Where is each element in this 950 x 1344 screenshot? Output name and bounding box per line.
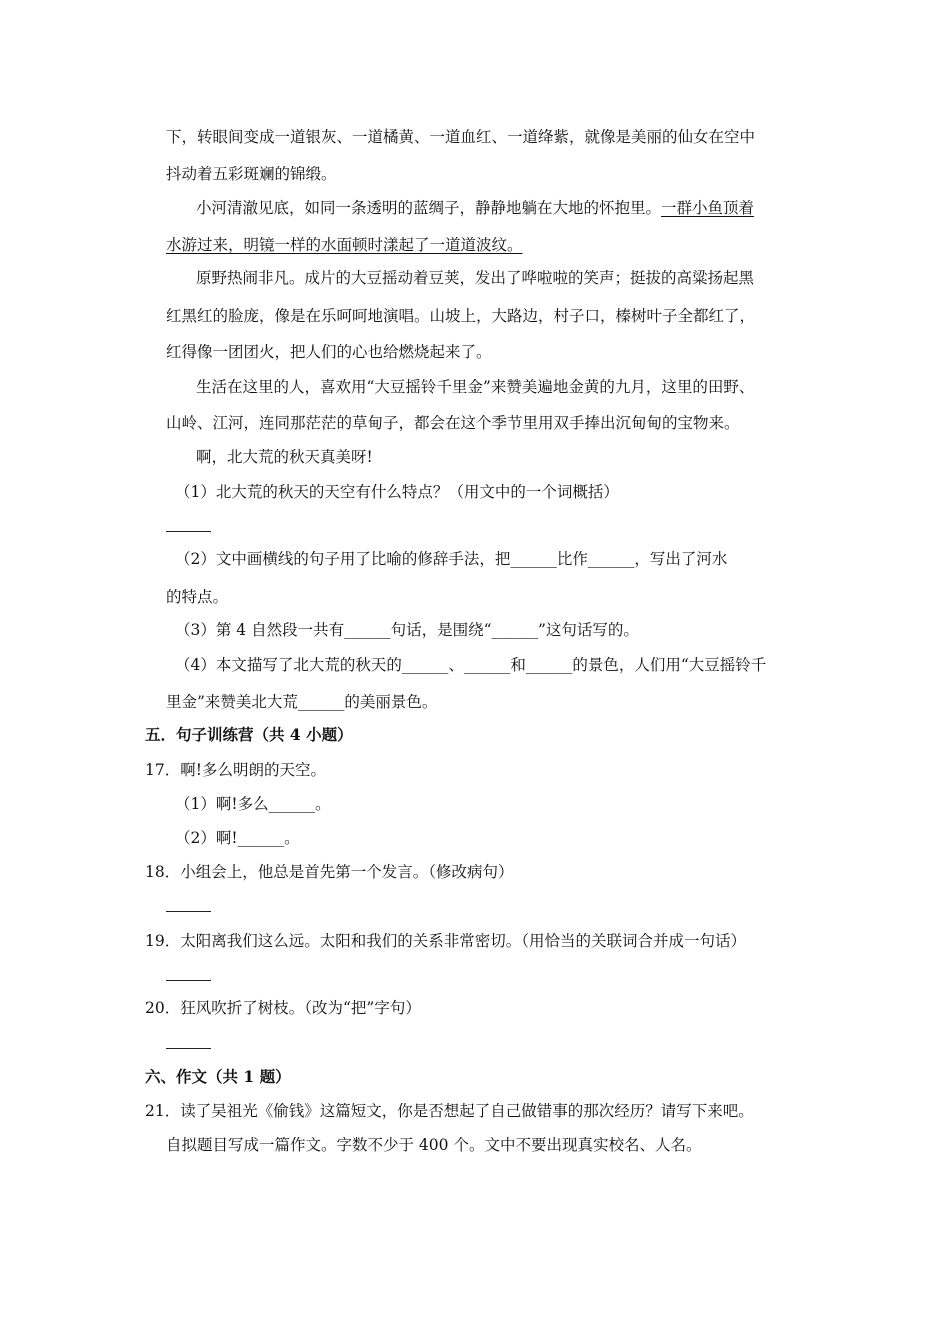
question-21-line-2: 自拟题目写成一篇作文。字数不少于 400 个。文中不要出现真实校名、人名。 (166, 1136, 702, 1154)
passage-paragraph-3-line-3: 红得像一团团火，把人们的心也给燃烧起来了。 (166, 343, 492, 361)
passage-paragraph-5: 啊，北大荒的秋天真美呀! (196, 448, 373, 466)
answer-blank-q20 (166, 1048, 211, 1049)
passage-paragraph-1-line-1: 下，转眼间变成一道银灰、一道橘黄、一道血红、一道绛紫，就像是美丽的仙女在空中 (166, 128, 756, 146)
answer-blank-q18 (166, 911, 211, 912)
question-19: 19．太阳离我们这么远。太阳和我们的关系非常密切。（用恰当的关联词合并成一句话） (145, 932, 746, 950)
reading-question-4-line-1: （4）本文描写了北大荒的秋天的______、______和______的景色，人们用“大豆摇铃千 (175, 656, 767, 674)
section-6-heading: 六、作文（共 1 题） (145, 1067, 291, 1086)
passage-paragraph-4-line-2: 山岭、江河，连同那茫茫的草甸子，都会在这个季节里用双手捧出沉甸甸的宝物来。 (166, 414, 740, 432)
reading-question-4-line-2: 里金”来赞美北大荒______的美丽景色。 (166, 693, 438, 711)
answer-blank-q1 (166, 531, 211, 532)
passage-paragraph-4-line-1: 生活在这里的人，喜欢用“大豆摇铃千里金”来赞美遍地金黄的九月，这里的田野、 (196, 378, 755, 396)
question-18: 18．小组会上，他总是首先第一个发言。（修改病句） (145, 863, 514, 881)
reading-question-2-line-1: （2）文中画横线的句子用了比喻的修辞手法，把______比作______，写出了河水 (175, 550, 728, 568)
passage-paragraph-2-line-1 (196, 198, 754, 218)
passage-paragraph-2-text: 小河清澈见底，如同一条透明的蓝绸子，静静地躺在大地的怀抱里。 (196, 199, 662, 217)
reading-question-2-line-2: 的特点。 (166, 588, 229, 606)
underlined-sentence-start: 一群小鱼顶着 (661, 199, 755, 217)
answer-blank-q19 (166, 980, 211, 981)
reading-question-1: （1）北大荒的秋天的天空有什么特点？（用文中的一个词概括） (175, 483, 619, 501)
question-17-part-2: （2）啊!______。 (175, 829, 300, 847)
reading-question-3: （3）第 4 自然段一共有______句话，是围绕“______”这句话写的。 (175, 621, 639, 639)
passage-paragraph-3-line-2: 红黑红的脸庞，像是在乐呵呵地演唱。山坡上，大路边，村子口，榛树叶子全都红了， (166, 307, 756, 325)
underlined-sentence-end: 水游过来，明镜一样的水面顿时漾起了一道道波纹。 (166, 236, 523, 254)
passage-paragraph-3-line-1: 原野热闹非凡。成片的大豆摇动着豆荚，发出了哗啦啦的笑声；挺拔的高粱扬起黑 (196, 269, 755, 287)
section-5-heading: 五．句子训练营（共 4 小题） (145, 725, 353, 744)
passage-paragraph-1-line-2: 抖动着五彩斑斓的锦缎。 (166, 165, 337, 183)
question-17-part-1: （1）啊!多么______。 (175, 795, 331, 813)
question-17: 17．啊!多么明朗的天空。 (145, 761, 326, 779)
question-21-line-1: 21．读了吴祖光《偷钱》这篇短文，你是否想起了自己做错事的那次经历？请写下来吧。 (145, 1102, 754, 1120)
question-20: 20．狂风吹折了树枝。（改为“把”字句） (145, 999, 421, 1017)
